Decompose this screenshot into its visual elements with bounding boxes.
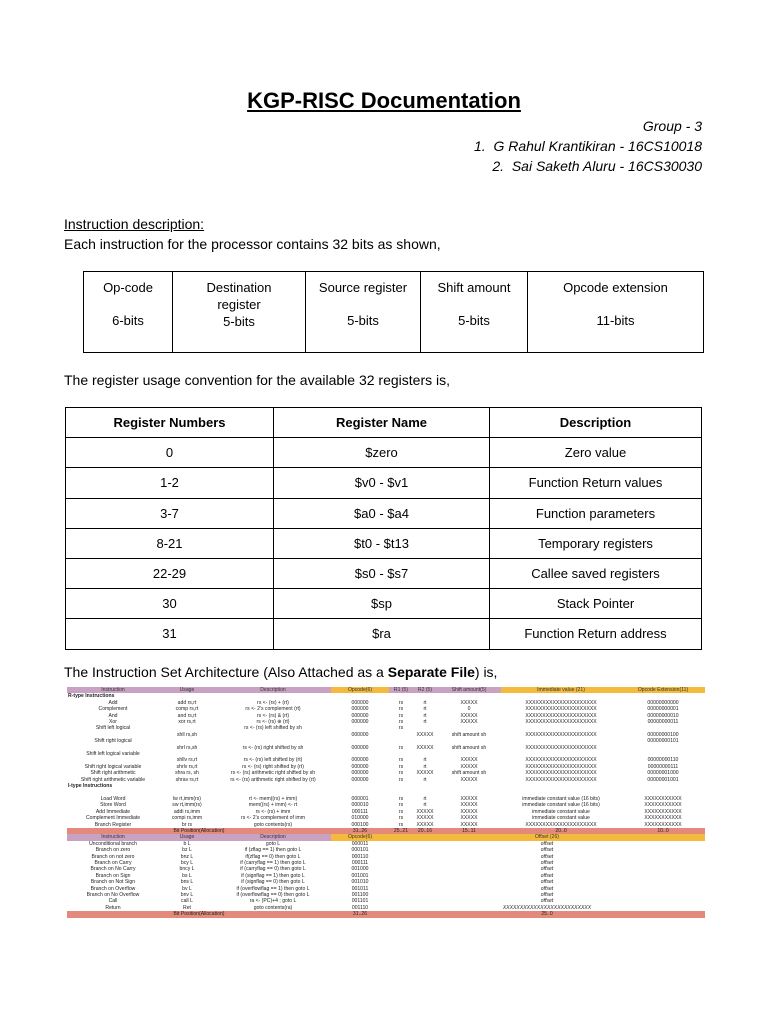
register-name: $ra [274, 619, 490, 649]
table-cell: 000000 [351, 763, 369, 770]
register-number: 0 [66, 438, 274, 468]
bit-position-label: Bit Position(Allocation) [67, 911, 331, 917]
format-field-bits: 5-bits [347, 313, 379, 328]
format-cell [421, 272, 528, 353]
column-header: Shift amount(5) [437, 687, 501, 693]
table-cell: XXXXXXXXXXXXXXXXXXXXX [525, 776, 597, 783]
table-cell: Branch on Overflow [90, 885, 136, 892]
bit-range: 15..11 [437, 828, 501, 834]
table-cell: 000111 [351, 859, 369, 866]
table-cell: Shift right logical [94, 738, 132, 745]
table-cell: compi rs,imm [171, 815, 203, 822]
table-cell: rt [423, 757, 427, 764]
table-cell: XXXXX [460, 776, 478, 783]
table-cell: 00000000111 [647, 763, 679, 770]
table-cell: rs [398, 763, 404, 770]
table-cell: XXXXXXXXXXXXXXXXXXXXX [525, 731, 597, 738]
table-cell: shrl rs,sh [176, 744, 198, 751]
table-cell: bnv L [180, 891, 194, 898]
table-cell: 010000 [351, 815, 369, 822]
table-cell: Branch on not zero [91, 853, 135, 860]
format-cell [84, 272, 173, 353]
table-cell: 00000000101 [647, 738, 679, 745]
table-cell: shra rs, sh [175, 770, 199, 777]
section-label: R-type Instructions [68, 693, 115, 700]
register-name: $v0 - $v1 [274, 468, 490, 498]
table-cell: if(zflag == 0) then goto L [245, 853, 301, 860]
table-cell: 00000000100 [647, 731, 679, 738]
table-cell: shrav rs,rt [175, 776, 199, 783]
table-cell: 000011 [351, 840, 369, 847]
table-cell: XXXXX [460, 719, 478, 726]
table-cell: offset [540, 885, 554, 892]
table-cell: rs [398, 770, 404, 777]
table-cell: rt [423, 776, 427, 783]
table-cell: rs <- (rs) + imm [255, 808, 291, 815]
table-cell: bncy L [179, 866, 195, 873]
format-cell [306, 272, 421, 353]
column-header: Instruction [67, 834, 159, 840]
format-field-name: Shift amount [437, 280, 511, 295]
register-number: 31 [66, 619, 274, 649]
table-cell: rt [423, 699, 427, 706]
table-cell: offset [540, 859, 554, 866]
table-cell: br rs [181, 821, 193, 828]
register-name: $s0 - $s7 [274, 558, 490, 588]
format-cell [528, 272, 704, 353]
table-cell: XXXXX [460, 808, 478, 815]
table-cell: rt [423, 719, 427, 726]
table-cell: 001011 [351, 885, 369, 892]
table-cell: XXXXXXXXXXX [644, 795, 682, 802]
table-cell: rs <- (rs) right shifted by sh [242, 744, 304, 751]
table-cell: 000001 [351, 795, 369, 802]
table-cell: 001000 [351, 866, 369, 873]
table-cell: XXXXXXXXXXXXXXXXXXXXX [525, 719, 597, 726]
table-cell: XXXXX [416, 744, 434, 751]
table-cell: rs <- 2's complement of imm [241, 815, 305, 822]
table-cell: rt [423, 795, 427, 802]
bit-range: 31..26 [331, 828, 389, 834]
table-row [66, 528, 702, 558]
table-cell: 001001 [351, 872, 369, 879]
table-cell: immediate constant value [532, 808, 590, 815]
table-cell: 000111 [351, 808, 369, 815]
table-cell: XXXXX [460, 795, 478, 802]
member-2 [492, 158, 702, 174]
table-cell: XXXXXXXXXXX [644, 821, 682, 828]
table-cell: rs [398, 725, 404, 732]
member-number: 2. [492, 158, 505, 174]
register-name: $sp [274, 589, 490, 619]
format-field-name: Op-code [103, 280, 153, 295]
table-cell: if (overflowflag == 1) then goto L [236, 885, 310, 892]
table-cell: rt [423, 712, 427, 719]
format-cell [173, 272, 306, 353]
instruction-format-table [83, 271, 704, 353]
table-cell: XXXXX [460, 757, 478, 764]
table-cell: rt [423, 763, 427, 770]
page-title: KGP-RISC Documentation [247, 88, 521, 113]
table-row [66, 498, 702, 528]
table-cell: shift amount sh [451, 731, 487, 738]
column-header: Register Name [274, 408, 490, 438]
table-cell: XXXXX [460, 699, 478, 706]
table-cell: XXXXXXXXXXX [644, 815, 682, 822]
table-cell: rs [398, 719, 404, 726]
isa-intro-text [64, 664, 497, 680]
table-cell: XXXXX [416, 821, 434, 828]
table-row [66, 468, 702, 498]
table-cell: 00000000110 [647, 757, 679, 764]
table-cell: offset [540, 898, 554, 905]
table-cell: rt [423, 706, 427, 713]
table-cell: rs <- (rs) arithmetic right shifted by (rt) [230, 776, 316, 783]
table-cell: 000000 [351, 770, 369, 777]
table-cell: goto L [265, 840, 281, 847]
table-cell: offset [540, 891, 554, 898]
table-cell: mem((rs) + imm) <- rt [248, 802, 298, 809]
instruction-heading: Instruction description: [64, 216, 205, 232]
table-cell: XXXXX [416, 770, 434, 777]
format-field-bits: 5-bits [223, 314, 255, 329]
member-1 [474, 138, 702, 154]
table-cell: rs [398, 706, 404, 713]
table-cell: offset [540, 853, 554, 860]
table-cell: Branch on zero [95, 847, 131, 854]
table-cell: XXXXXXXXXXX [644, 802, 682, 809]
table-cell: 000100 [351, 821, 369, 828]
column-header: Usage [159, 834, 215, 840]
table-cell: bnz L [180, 853, 194, 860]
table-cell: add rs,rt [177, 699, 197, 706]
table-cell: XXXXXXXXXXX [644, 808, 682, 815]
table-cell: Add [108, 699, 118, 706]
register-number: 1-2 [66, 468, 274, 498]
column-header: Opcode Extension(11) [621, 687, 705, 693]
table-cell: rs [398, 802, 404, 809]
table-cell: XXXXXXXXXXXXXXXXXXXXX [525, 821, 597, 828]
table-cell: addi rs,imm [173, 808, 201, 815]
table-cell: Shift left logical variable [86, 751, 140, 758]
table-cell: offset [540, 866, 554, 873]
column-header: Immediate value (21) [501, 687, 621, 693]
table-cell: XXXXXXXXXXXXXXXXXXXXX [525, 712, 597, 719]
column-header: Offset (26) [389, 834, 705, 840]
table-row [66, 438, 702, 468]
table-cell: Store Word [100, 802, 126, 809]
table-cell: Shift right logical variable [84, 763, 142, 770]
table-cell: rs [398, 808, 404, 815]
column-header: Opcode(6) [331, 834, 389, 840]
register-description: Function Return values [490, 468, 702, 498]
format-field-name: Source register [318, 280, 408, 295]
table-cell: XXXXX [460, 763, 478, 770]
table-cell: rs <- (rs) left shifted by sh [244, 725, 302, 732]
table-cell: rs [398, 699, 404, 706]
table-cell: rs [398, 821, 404, 828]
table-cell: 00000000011 [647, 719, 679, 726]
bit-range: 10..0 [621, 828, 705, 834]
group-label: Group - 3 [642, 118, 702, 134]
table-cell: if (carryflag == 1) then goto L [240, 859, 306, 866]
table-cell: immediate constant value (16 bits) [522, 795, 600, 802]
table-cell: XXXXXXXXXXXXXXXXXXXXX [525, 770, 597, 777]
table-cell: XXXXXXXXXXXXXXXXXXXXXXXXXX [502, 904, 592, 911]
table-cell: Shift right arithmetic [90, 770, 136, 777]
format-field-name: Opcode extension [563, 280, 668, 295]
table-cell: rs <- (rs) & (rt) [256, 712, 290, 719]
register-description: Temporary registers [490, 528, 702, 558]
format-row [84, 272, 704, 353]
table-cell: offset [540, 879, 554, 886]
table-cell: Add Immediate [95, 808, 131, 815]
table-cell: Return [105, 904, 121, 911]
table-cell: and rs,rt [177, 712, 197, 719]
table-cell: 00000000001 [647, 706, 679, 713]
table-cell: rs [398, 815, 404, 822]
table-cell: offset [540, 847, 554, 854]
table-cell: XXXXX [416, 731, 434, 738]
table-cell: offset [540, 840, 554, 847]
member-number: 1. [473, 138, 486, 154]
register-number: 22-29 [66, 558, 274, 588]
table-cell: 00000001000 [647, 770, 679, 777]
register-description: Function parameters [490, 498, 702, 528]
register-name: $zero [274, 438, 490, 468]
register-intro-text: The register usage convention for the available 32 registers is, [64, 372, 450, 388]
isa-intro-post: ) is, [474, 664, 498, 680]
register-number: 30 [66, 589, 274, 619]
instruction-text: Each instruction for the processor contains 32 bits as shown, [64, 236, 441, 252]
table-cell: Ret [183, 904, 191, 911]
table-cell: 000000 [351, 719, 369, 726]
table-cell: shift amount sh [451, 744, 487, 751]
table-cell: if (overflowflag == 0) then goto L [236, 891, 310, 898]
table-cell: Shift left logical [95, 725, 131, 732]
register-description: Stack Pointer [490, 589, 702, 619]
table-cell: 00000001001 [647, 776, 679, 783]
table-cell: 001110 [351, 904, 369, 911]
column-header: Description [215, 687, 331, 693]
table-cell: shll rs,sh [176, 731, 198, 738]
table-cell: 000000 [351, 776, 369, 783]
bit-range: 20..0 [501, 828, 621, 834]
table-cell: Branch on Not Sign [90, 879, 136, 886]
bit-position-row [67, 911, 705, 917]
column-header: Usage [159, 687, 215, 693]
table-cell: rs <- (rs) right shifted by (rt) [242, 763, 304, 770]
register-header-row [66, 408, 702, 438]
table-cell: rs <- (rs) + (rt) [257, 699, 289, 706]
table-cell: Complement Immediate [85, 815, 141, 822]
table-cell: if (signflag == 0) then goto L [241, 879, 305, 886]
table-cell: if (carryflag == 0) then goto L [240, 866, 306, 873]
table-cell: immediate constant value [532, 815, 590, 822]
format-field-bits: 6-bits [112, 313, 144, 328]
table-cell: bz L [182, 847, 192, 854]
column-header: Register Numbers [66, 408, 274, 438]
member-name: Sai Saketh Aluru - 16CS30030 [511, 158, 702, 174]
table-cell: call L [181, 898, 193, 905]
column-header: Instruction [67, 687, 159, 693]
format-field-bits: 5-bits [458, 313, 490, 328]
isa-table [67, 687, 705, 918]
register-number: 8-21 [66, 528, 274, 558]
table-cell: goto contents(ra) [253, 904, 293, 911]
table-cell: XXXXXXXXXXXXXXXXXXXXX [525, 706, 597, 713]
table-cell: Branch on Carry [94, 859, 132, 866]
table-cell: sw rt,imm(rs) [172, 802, 202, 809]
table-cell: Call [108, 898, 118, 905]
table-cell: 000000 [351, 706, 369, 713]
table-row [66, 589, 702, 619]
register-name: $t0 - $t13 [274, 528, 490, 558]
bit-range: 25..0 [389, 911, 705, 917]
register-description: Callee saved registers [490, 558, 702, 588]
column-header: R1 (5) [389, 687, 413, 693]
table-cell: shllv rs,rt [176, 757, 198, 764]
column-header: Description [490, 408, 702, 438]
table-cell: shift amount sh [451, 770, 487, 777]
table-cell: Branch Register [94, 821, 132, 828]
table-cell: 00000000010 [647, 712, 679, 719]
table-cell: rt <- mem((rs) + imm) [248, 795, 298, 802]
bit-range: 25..21 [389, 828, 413, 834]
table-cell: XXXXXXXXXXXXXXXXXXXXX [525, 699, 597, 706]
table-cell: XXXXXXXXXXXXXXXXXXXXX [525, 763, 597, 770]
table-cell: rs [398, 795, 404, 802]
table-cell: rs [398, 744, 404, 751]
table-cell: rs [398, 757, 404, 764]
register-description: Function Return address [490, 619, 702, 649]
table-cell: 001010 [351, 879, 369, 886]
bit-range: 31..26 [331, 911, 389, 917]
table-cell: Complement [98, 706, 128, 713]
bit-range: 20..16 [413, 828, 437, 834]
table-cell: XXXXX [460, 815, 478, 822]
table-cell: And [108, 712, 118, 719]
table-row [66, 619, 702, 649]
table-cell: shrlv rs,rt [176, 763, 198, 770]
section-label: I-type Instructions [68, 783, 113, 790]
isa-intro-pre: The Instruction Set Architecture (Also Attached as a [64, 664, 388, 680]
table-cell: ra <- (PC)+4 ; goto L [249, 898, 297, 905]
table-cell: 000000 [351, 731, 369, 738]
table-cell: XXXXXXXXXXXXXXXXXXXXX [525, 744, 597, 751]
table-cell: rs [398, 712, 404, 719]
table-cell: Branch on No Overflow [86, 891, 140, 898]
table-cell: Load Word [100, 795, 126, 802]
table-cell: XXXXX [460, 712, 478, 719]
table-cell: XXXXX [416, 815, 434, 822]
table-cell: rs <- (rs) arithmetic right shifted by sh [230, 770, 316, 777]
table-cell: 0 [467, 706, 471, 713]
table-cell: if (zflag == 1) then goto L [244, 847, 302, 854]
table-cell: offset [540, 872, 554, 879]
table-cell: Xor [109, 719, 117, 726]
table-cell: rs <- (rs) ⊕ (rt) [256, 719, 290, 726]
table-cell: 00000000000 [647, 699, 679, 706]
register-table [65, 407, 702, 650]
table-cell: XXXXX [416, 808, 434, 815]
table-cell: bcy L [180, 859, 194, 866]
column-header: Opcode(6) [331, 687, 389, 693]
bit-position-label: Bit Position(Allocation) [67, 828, 331, 834]
table-cell: bv L [182, 885, 192, 892]
table-cell: 000000 [351, 744, 369, 751]
table-cell: 000000 [351, 757, 369, 764]
register-description: Zero value [490, 438, 702, 468]
table-cell: 000000 [351, 699, 369, 706]
table-cell: goto contents(rs) [253, 821, 293, 828]
table-cell: bns L [180, 879, 194, 886]
isa-intro-bold: Separate File [387, 664, 475, 680]
table-cell: 001101 [351, 898, 369, 905]
table-cell: 000101 [351, 847, 369, 854]
table-cell: if (signflag == 1) then goto L [241, 872, 305, 879]
table-cell: lw rt,imm(rs) [172, 795, 201, 802]
table-cell: bs L [182, 872, 192, 879]
table-cell: XXXXX [460, 802, 478, 809]
table-cell: 000000 [351, 712, 369, 719]
table-cell: rs [398, 776, 404, 783]
column-header: Description [215, 834, 331, 840]
table-cell: rt [423, 802, 427, 809]
register-name: $a0 - $a4 [274, 498, 490, 528]
table-cell: rs <- (rs) left shifted by (rt) [243, 757, 303, 764]
table-cell: Branch on No Carry [90, 866, 136, 873]
table-cell: immediate constant value (16 bits) [522, 802, 600, 809]
table-cell: 000010 [351, 802, 369, 809]
format-field-bits: 11-bits [596, 313, 635, 328]
column-header: R2 (5) [413, 687, 437, 693]
table-cell: 001100 [351, 891, 369, 898]
member-name: G Rahul Krantikiran - 16CS10018 [493, 138, 702, 154]
table-cell: 000110 [351, 853, 369, 860]
table-cell: XXXXXXXXXXXXXXXXXXXXX [525, 757, 597, 764]
table-cell: Shift right arithmetic variable [80, 776, 146, 783]
table-cell: XXXXX [460, 821, 478, 828]
table-cell: Branch on Sign [95, 872, 131, 879]
table-row [66, 558, 702, 588]
table-cell: rs <- 2's complement (rt) [245, 706, 301, 713]
table-cell: b L [183, 840, 191, 847]
table-cell: comp rs,rt [175, 706, 199, 713]
table-cell: xor rs,rt [178, 719, 196, 726]
format-field-name: Destination register [206, 280, 272, 312]
register-number: 3-7 [66, 498, 274, 528]
table-cell: Unconditional branch [89, 840, 137, 847]
